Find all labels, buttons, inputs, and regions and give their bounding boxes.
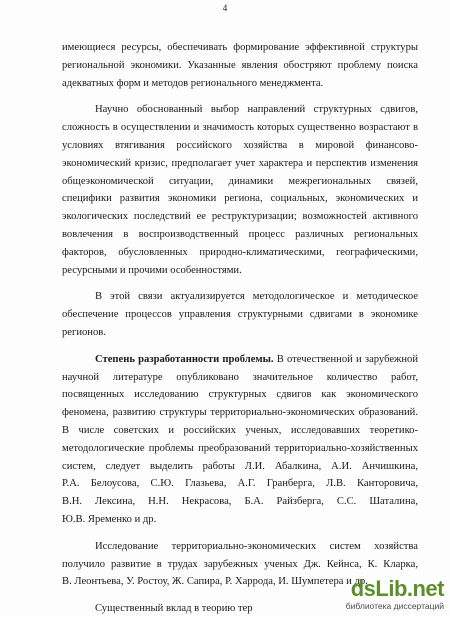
text-line: сложность в осуществлении и значимость которых существенно возрастают в: [62, 122, 418, 134]
text-line: Р.А. Белоусова, С.Ю. Глазьева, А.Г. Гранберга, Л.В. Канторовича,: [62, 478, 418, 490]
text-line: региональной экономики. Указанные явления обостряют проблему поиска: [62, 59, 418, 71]
dslib-watermark[interactable]: [332, 577, 444, 613]
text-line: обеспечение процессов управления структурными сдвигами в экономике: [62, 309, 418, 321]
text-line: ресурсными и прочими особенностями.: [62, 264, 242, 276]
text-line: адекватных форм и методов регионального менеджмента.: [62, 77, 324, 89]
text-line: Ю.В. Яременко и др.: [62, 513, 157, 525]
dslib-caption: библиотека диссертаций: [345, 601, 444, 611]
text-line: В.Н. Лексина, Н.Н. Некрасова, Б.А. Райзберга, С.С. Шаталина,: [62, 496, 418, 508]
text-line: экологических последствий ее реструктуризации; возможностей активного: [62, 211, 418, 223]
paragraph: [62, 288, 418, 341]
text-line: условиях втягивания российского хозяйства в мировой финансово-: [62, 139, 418, 151]
text-line: научной литературе опубликовано значительное количество работ,: [62, 371, 418, 383]
page-number: 4: [222, 3, 228, 13]
text-line: В. Леонтьева, У. Ростоу, Ж. Сапира, Р. Харрода, И. Шумпетера и др.: [62, 576, 368, 588]
text-line: экономический кризис, предполагает учет характера и перспектив изменения: [62, 157, 418, 169]
document-body: [62, 39, 418, 618]
text-line: методологические проблемы преобразований территориально-хозяйственных: [62, 442, 418, 454]
paragraph: [62, 39, 418, 92]
text-line: посвященных исследованию структурных сдвигов как экономического: [62, 389, 418, 401]
paragraph: [62, 351, 418, 529]
section-heading-inline: Степень разработанности проблемы.: [95, 353, 274, 365]
text-line: специфики развития экономики региона, социальных, экономических и: [62, 193, 418, 205]
text-line: феномена, развитию структуры территориально-экономических образований.: [62, 407, 418, 419]
dslib-logo: dsLib.net: [350, 576, 444, 601]
text-line: вовлечения в воспроизводственный процесс различных региональных: [62, 228, 418, 240]
paragraph: [62, 101, 418, 279]
text-line: В числе советских и российских ученых, исследовавших теоретико-: [62, 424, 418, 436]
text-line: Существенный вклад в теорию тер: [95, 603, 253, 615]
text-line: регионов.: [62, 326, 106, 338]
text-line: В этой связи актуализируется методологическое и методическое: [95, 291, 418, 303]
text-line: [62, 351, 418, 369]
text-line: имеющиеся ресурсы, обеспечивать формирование эффективной структуры: [62, 42, 418, 53]
text-line: Научно обоснованный выбор направлений структурных сдвигов,: [95, 104, 418, 116]
text-fragment: В отечественной и зарубежной: [273, 353, 418, 365]
text-line: общеэкономической ситуации, динамики межрегиональных связей,: [62, 175, 418, 187]
text-line: Исследование территориально-экономических систем хозяйства: [95, 540, 418, 552]
text-line: факторов, обусловленных природно-климатическими, географическими,: [62, 246, 418, 258]
text-line: систем, следует выделить работы Л.И. Абалкина, А.И. Анчишкина,: [62, 460, 418, 472]
text-line: получило развитие в трудах зарубежных ученых Дж. Кейнса, К. Кларка,: [62, 558, 418, 570]
